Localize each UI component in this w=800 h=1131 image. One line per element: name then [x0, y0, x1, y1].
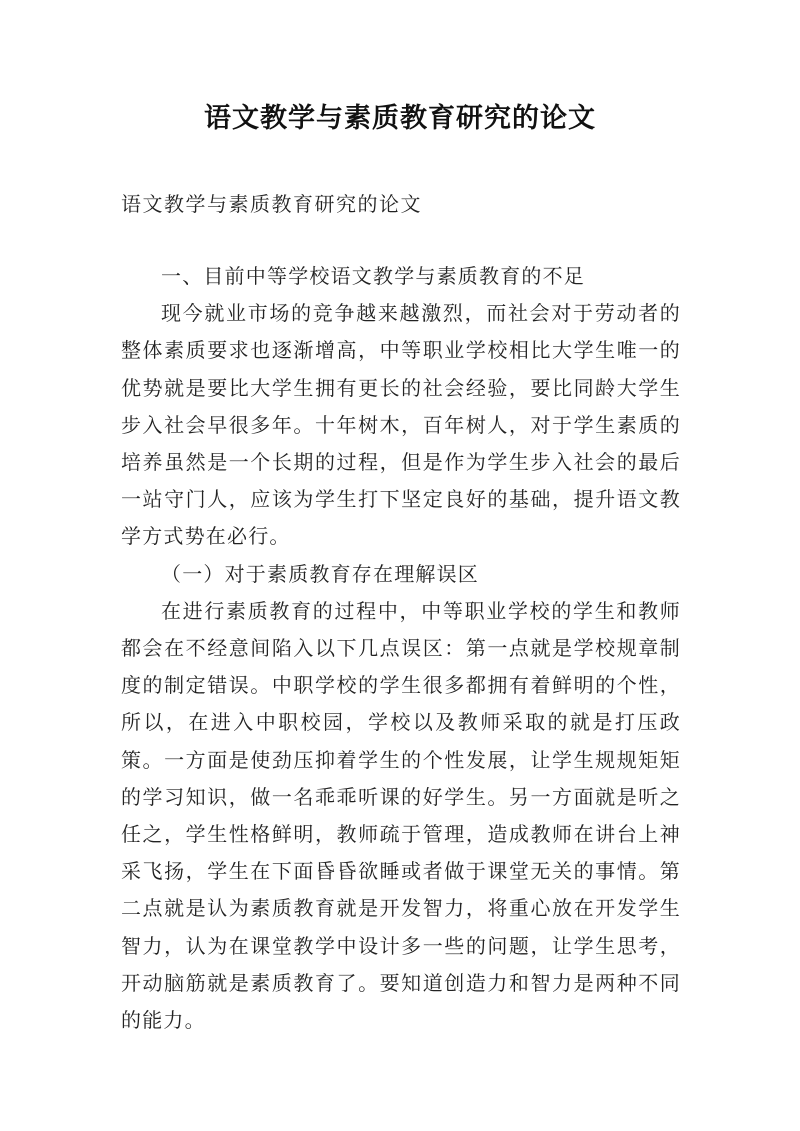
subsection-heading-1: （一）对于素质教育存在理解误区 — [161, 561, 479, 586]
document-body — [121, 258, 681, 1039]
paragraph-2: 在进行素质教育的过程中，中等职业学校的学生和教师都会在不经意间陷入以下几点误区：第一点就是学校规章制度的制定错误。中职学校的学生很多都拥有着鲜明的个性，所以，在进入中职校园，学校以及教师采取的就是打压政策。一方面是使劲压抑着学生的个性发展，让学生规规矩矩的学习知识，做一名乖乖听课的好学生。另一方面就是听之任之，学生性格鲜明，教师疏于管理，造成教师在讲台上神采飞扬，学生在下面昏昏欲睡或者做于课堂无关的事情。第二点就是认为素质教育就是开发智力，将重心放在开发学生智力，认为在课堂教学中设计多一些的问题，让学生思考，开动脑筋就是素质教育了。要知道创造力和智力是两种不同的能力。 — [121, 598, 681, 1033]
document-title: 语文教学与素质教育研究的论文 — [204, 103, 596, 134]
paragraph-1: 现今就业市场的竞争越来越激烈，而社会对于劳动者的整体素质要求也逐渐增高，中等职业学校相比大学生唯一的优势就是要比大学生拥有更长的社会经验，要比同龄大学生步入社会早很多年。十年树木，百年树人，对于学生素质的培养虽然是一个长期的过程，但是作为学生步入社会的最后一站守门人，应该为学生打下坚定良好的基础，提升语文教学方式势在必行。 — [121, 301, 681, 549]
document-subtitle: 语文教学与素质教育研究的论文 — [121, 192, 422, 216]
section-heading-1: 一、目前中等学校语文教学与素质教育的不足 — [161, 264, 585, 288]
